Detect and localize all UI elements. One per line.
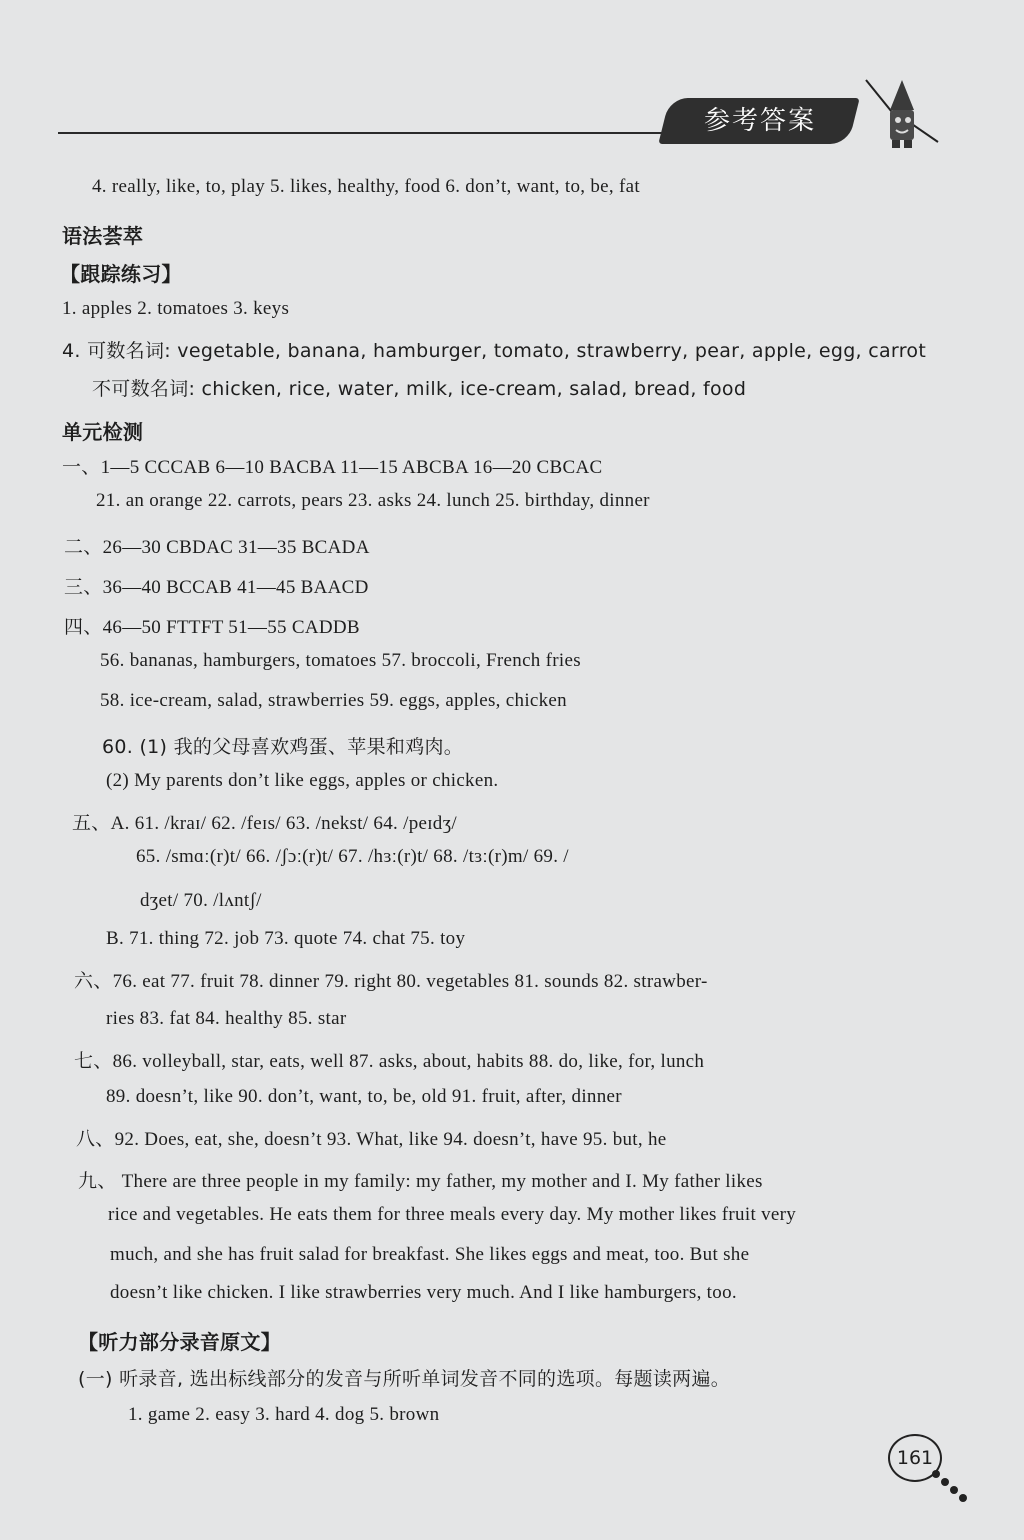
answer-line-1: 4. really, like, to, play 5. likes, healthy, food 6. don’t, want, to, be, fat	[92, 176, 640, 197]
section-heading-grammar: 语法荟萃	[62, 224, 144, 248]
answer-line-part-8: 八、92. Does, eat, she, doesn’t 93. What, like 94. doesn’t, have 95. but, he	[76, 1129, 667, 1150]
answer-line-part-9: 九、 There are three people in my family: my father, my mother and I. My father likes	[78, 1171, 763, 1192]
header-rule	[58, 132, 678, 134]
answer-line-part-6b: ries 83. fat 84. healthy 85. star	[106, 1008, 347, 1029]
answer-line-part-5a: 五、A. 61. /kraɪ/ 62. /feɪs/ 63. /nekst/ 64. /peɪdʒ/	[72, 813, 457, 834]
pencil-mascot-icon	[862, 76, 942, 152]
answer-line-practice-1: 1. apples 2. tomatoes 3. keys	[62, 298, 290, 319]
answer-line-56-57: 56. bananas, hamburgers, tomatoes 57. broccoli, French fries	[100, 650, 581, 671]
answer-line-part-1: 一、1—5 CCCAB 6—10 BACBA 11—15 ABCBA 16—20 CBCAC	[62, 457, 603, 478]
answer-line-part-9c: much, and she has fruit salad for breakfast. She likes eggs and meat, too. But she	[110, 1244, 750, 1265]
answer-line-part-6: 六、76. eat 77. fruit 78. dinner 79. right 80. vegetables 81. sounds 82. strawber-	[74, 971, 708, 992]
answer-line-part-7b: 89. doesn’t, like 90. don’t, want, to, be, old 91. fruit, after, dinner	[106, 1086, 622, 1107]
answer-line-60-1: 60. (1) 我的父母喜欢鸡蛋、苹果和鸡肉。	[102, 736, 464, 758]
listening-instruction: (一) 听录音, 选出标线部分的发音与所听单词发音不同的选项。每题读两遍。	[78, 1368, 731, 1390]
answer-line-countable: 4. 可数名词: vegetable, banana, hamburger, tomato, strawberry, pear, apple, egg, carrot	[62, 340, 927, 362]
answer-line-part-3: 三、36—40 BCCAB 41—45 BAACD	[64, 577, 369, 598]
answer-line-part-5b: B. 71. thing 72. job 73. quote 74. chat 75. toy	[106, 928, 466, 949]
section-heading-listening: 【听力部分录音原文】	[78, 1330, 281, 1354]
answer-line-part-1b: 21. an orange 22. carrots, pears 23. asks 24. lunch 25. birthday, dinner	[96, 490, 650, 511]
page-number: 161	[896, 1447, 934, 1469]
answer-line-part-5a-3: dʒet/ 70. /lʌntʃ/	[140, 890, 262, 911]
answer-line-part-5a-2: 65. /smɑː(r)t/ 66. /ʃɔː(r)t/ 67. /hɜː(r)t/ 68. /tɜː(r)m/ 69. /	[136, 846, 569, 867]
answer-line-part-9d: doesn’t like chicken. I like strawberries very much. And I like hamburgers, too.	[110, 1282, 737, 1303]
listening-words: 1. game 2. easy 3. hard 4. dog 5. brown	[128, 1404, 440, 1425]
answer-line-part-4: 四、46—50 FTTFT 51—55 CADDB	[64, 617, 360, 638]
answer-line-part-2: 二、26—30 CBDAC 31—35 BCADA	[64, 537, 370, 558]
answer-line-part-7: 七、86. volleyball, star, eats, well 87. asks, about, habits 88. do, like, for, lunch	[74, 1051, 705, 1072]
section-heading-unit-test: 单元检测	[62, 420, 144, 444]
answer-line-60-2: (2) My parents don’t like eggs, apples or chicken.	[106, 770, 499, 791]
answer-line-part-9b: rice and vegetables. He eats them for three meals every day. My mother likes fruit very	[108, 1204, 797, 1225]
answer-line-58-59: 58. ice-cream, salad, strawberries 59. eggs, apples, chicken	[100, 690, 567, 711]
page-title: 参考答案	[703, 106, 816, 136]
section-heading-practice: 【跟踪练习】	[60, 262, 182, 286]
page-number-dots-icon	[930, 1468, 970, 1504]
answer-line-uncountable: 不可数名词: chicken, rice, water, milk, ice-cream, salad, bread, food	[92, 378, 747, 400]
